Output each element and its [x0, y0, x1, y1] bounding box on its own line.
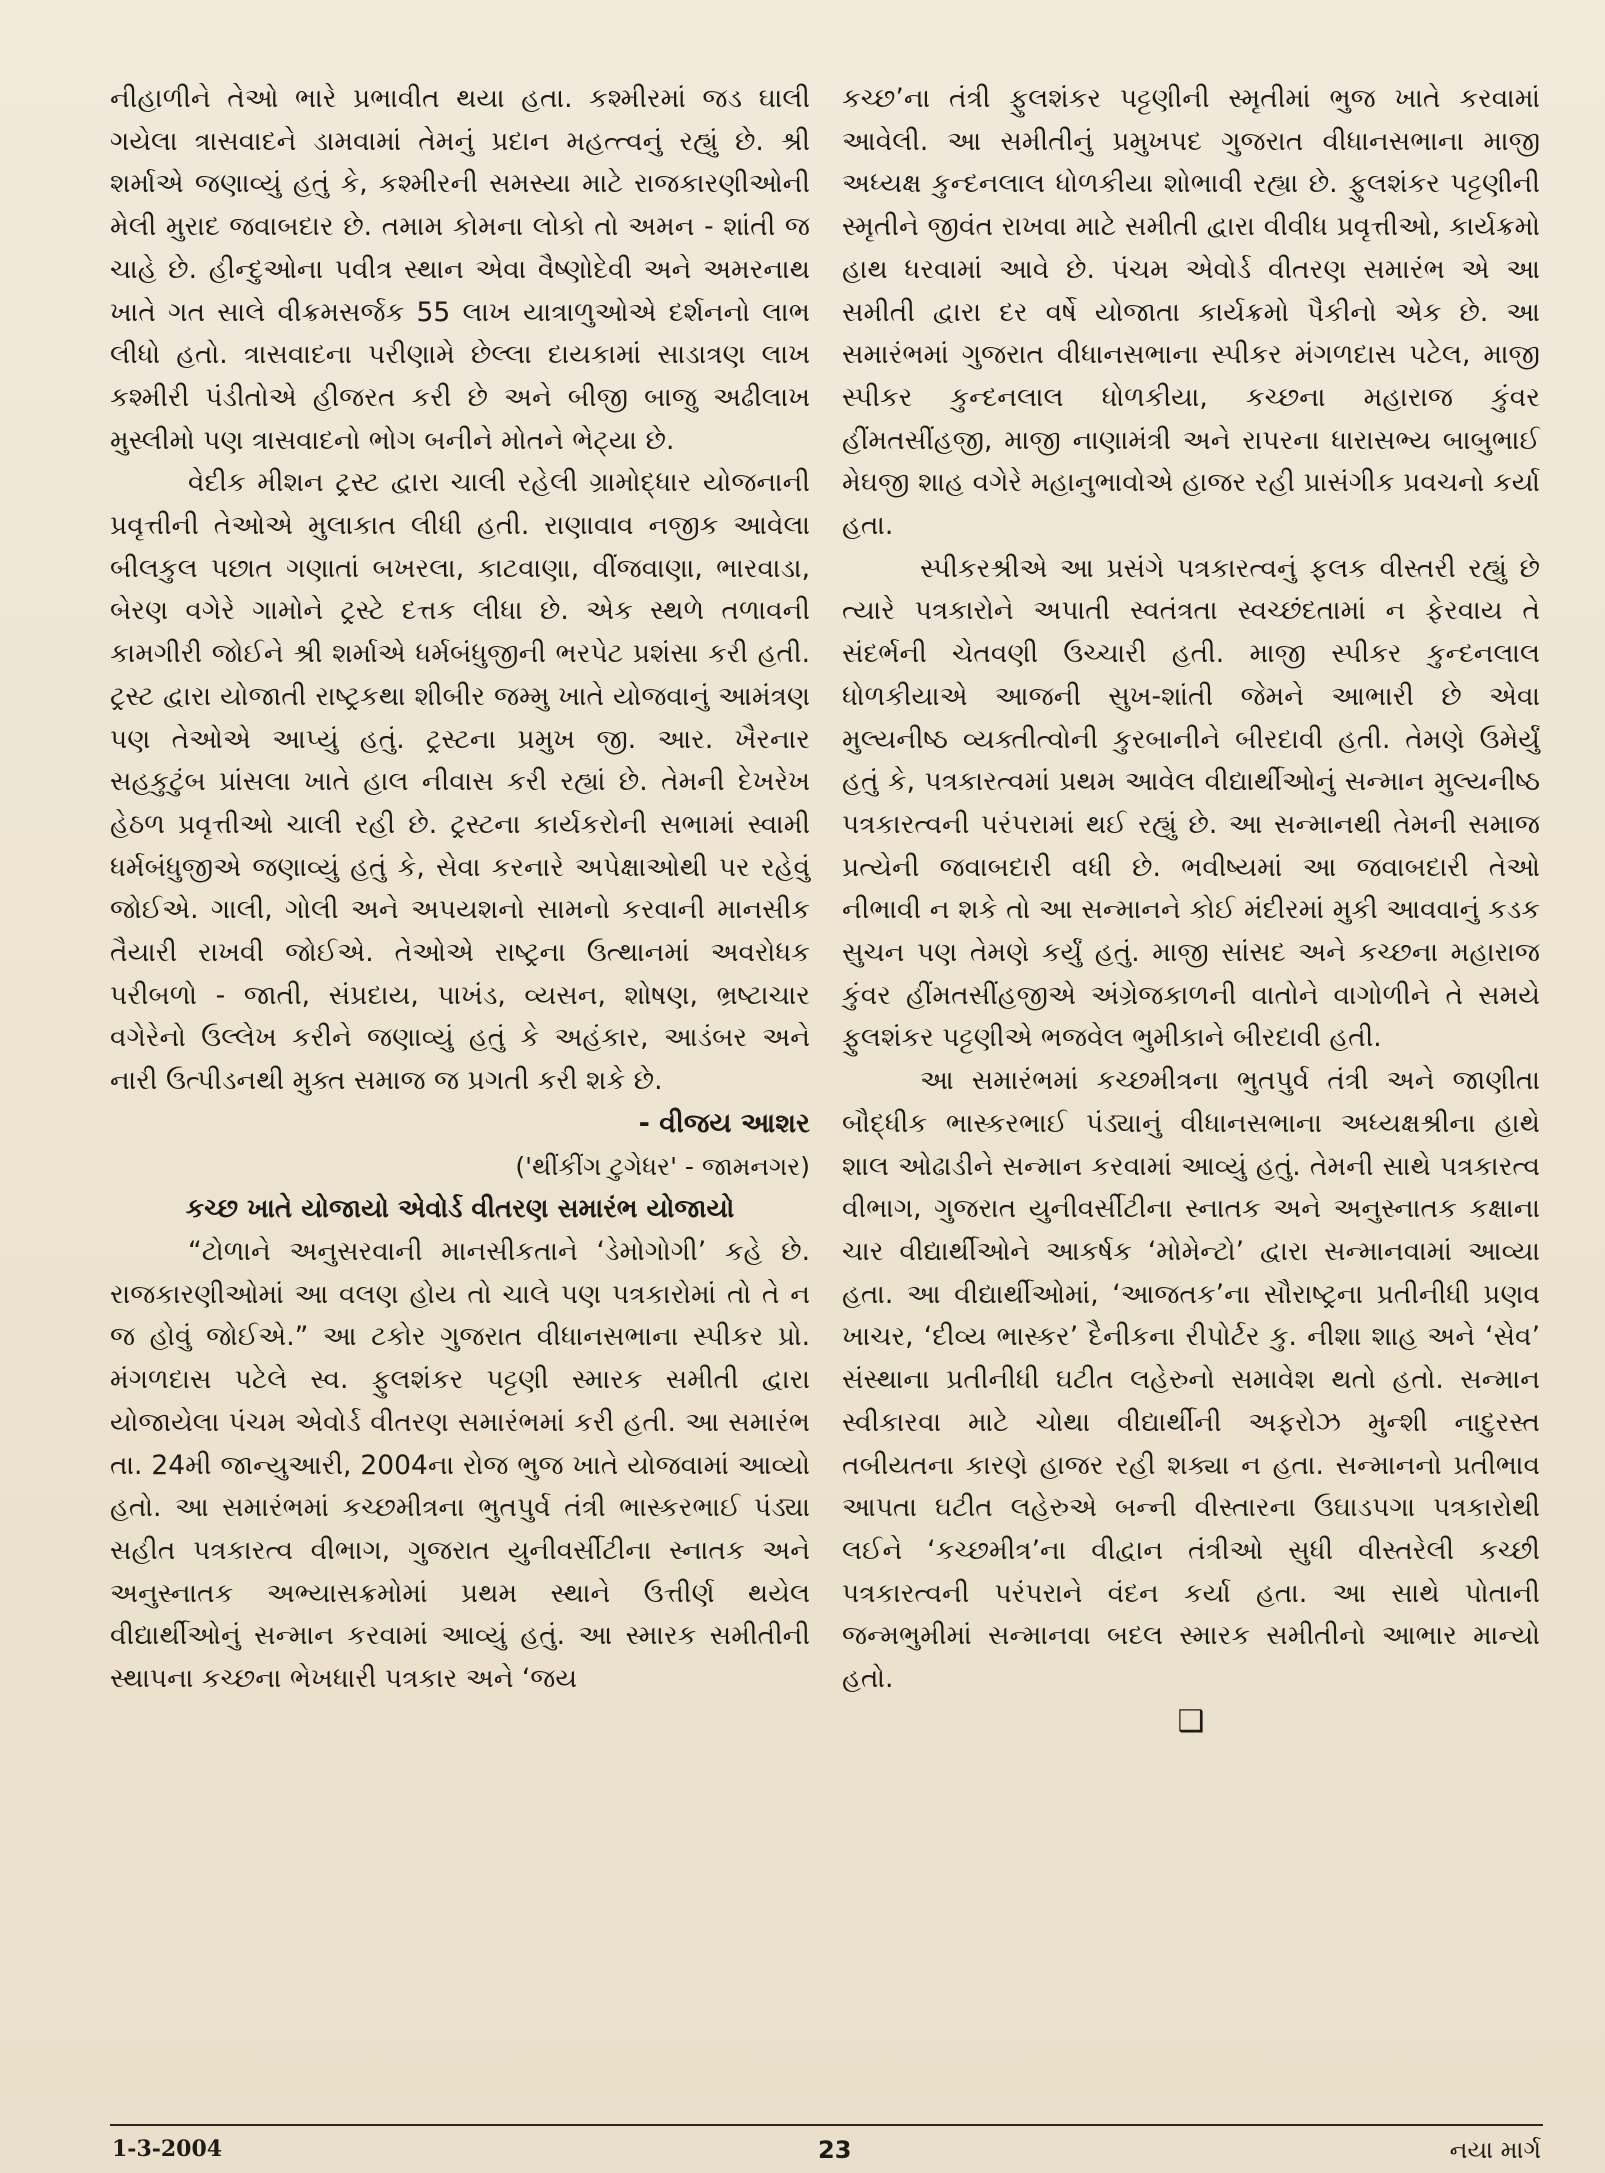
article-paragraph: નીહાળીને તેઓ ભારે પ્રભાવીત થયા હતા. કશ્મીરમાં જડ ઘાલી ગયેલા ત્રાસવાદને ડામવામાં તેમનું પ્રદાન મહત્ત્વનું રહ્યું છે. શ્રી શર્માએ જણાવ્યું હતું કે, કશ્મીરની સમસ્યા માટે રાજકારણીઓની મેલી મુરાદ જવાબદાર છે. તમામ કોમના લોકો તો અમન - શાંતી જ ચાહે છે. હીન્દુઓના પવીત્ર સ્થાન એવા વૈષ્ણોદેવી અને અમરનાથ ખાતે ગત સાલે વીક્રમસર્જક 55 લાખ યાત્રાળુઓએ દર્શનનો લાભ લીધો હતો. ત્રાસવાદના પરીણામે છેલ્લા દાયકામાં સાડાત્રણ લાખ કશ્મીરી પંડીતોએ હીજરત કરી છે અને બીજી બાજુ અઢીલાખ મુસ્લીમો પણ ત્રાસવાદનો ભોગ બનીને મોતને ભેટ્યા છે. [110, 83, 810, 456]
article-paragraph: વેદીક મીશન ટ્રસ્ટ દ્વારા ચાલી રહેલી ગ્રામોદ્ધાર યોજનાની પ્રવૃત્તીની તેઓએ મુલાકાત લીધી હતી. રાણાવાવ નજીક આવેલા બીલકુલ પછાત ગણાતાં બખરલા, કાટવાણા, વીંજવાણા, ભારવાડા, બેરણ વગેરે ગામોને ટ્રસ્ટે દત્તક લીધા છે. એક સ્થળે તળાવની કામગીરી જોઈને શ્રી શર્માએ ધર્મબંધુજીની ભરપેટ પ્રશંસા કરી હતી. ટ્રસ્ટ દ્વારા યોજાતી રાષ્ટ્રકથા શીબીર જમ્મુ ખાતે યોજવાનું આમંત્રણ પણ તેઓએ આપ્યું હતું. ટ્રસ્ટના પ્રમુખ જી. આર. ખૈરનાર સહકુટુંબ પ્રાંસલા ખાતે હાલ નીવાસ કરી રહ્યાં છે. તેમની દેખરેખ હેઠળ પ્રવૃત્તીઓ ચાલી રહી છે. ટ્રસ્ટના કાર્યકરોની સભામાં સ્વામી ધર્મબંધુજીએ જણાવ્યું હતું કે, સેવા કરનારે અપેક્ષાઓથી પર રહેવું જોઈએ. ગાલી, ગોલી અને અપયશનો સામનો કરવાની માનસીક તૈયારી રાખવી જોઈએ. તેઓએ રાષ્ટ્રના ઉત્થાનમાં અવરોધક પરીબળો - જાતી, સંપ્રદાય, પાખંડ, વ્યસન, શોષણ, ભ્રષ્ટાચાર વગેરેનો ઉલ્લેખ કરીને જણાવ્યું હતું કે અહંકાર, આડંબર અને નારી ઉત્પીડનથી મુક્ત સમાજ જ પ્રગતી કરી શકે છે. [110, 467, 810, 1097]
article-paragraph: સ્પીકરશ્રીએ આ પ્રસંગે પત્રકારત્વનું ફલક વીસ્તરી રહ્યું છે ત્યારે પત્રકારોને અપાતી સ્વતંત્રતા સ્વચ્છંદતામાં ન ફેરવાય તે સંદર્ભની ચેતવણી ઉચ્ચારી હતી. માજી સ્પીકર કુન્દનલાલ ધોળકીયાએ આજની સુખ-શાંતી જેમને આભારી છે એવા મુલ્યનીષ્ઠ વ્યક્તીત્વોની કુરબાનીને બીરદાવી હતી. તેમણે ઉમેર્યું હતું કે, પત્રકારત્વમાં પ્રથમ આવેલ વીદ્યાર્થીઓનું સન્માન મુલ્યનીષ્ઠ પત્રકારત્વની પરંપરામાં થઈ રહ્યું છે. આ સન્માનથી તેમની સમાજ પ્રત્યેની જવાબદારી વધી છે. ભવીષ્યમાં આ જવાબદારી તેઓ નીભાવી ન શકે તો આ સન્માનને કોઈ મંદીરમાં મુકી આવવાનું કડક સુચન પણ તેમણે કર્યું હતું. માજી સાંસદ અને કચ્છના મહારાજ કુંવર હીંમતસીંહજીએ અંગ્રેજકાળની વાતોને વાગોળીને તે સમયે ફુલશંકર પટ્ટણીએ ભજવેલ ભુમીકાને બીરદાવી હતી. [842, 552, 1540, 1054]
page-number: 23 [818, 2136, 852, 2164]
author-byline: - વીજય આશર [638, 1107, 810, 1139]
end-of-article-icon: ❑ [1177, 1703, 1205, 1739]
right-column [842, 78, 1540, 1743]
article-paragraph: “ટોળાને અનુસરવાની માનસીકતાને ‘ડેમોગોગી’ કહે છે. રાજકારણીઓમાં આ વલણ હોય તો ચાલે પણ પત્રકારોમાં તો તે ન જ હોવું જોઈએ.” આ ટકોર ગુજરાત વીધાનસભાના સ્પીકર પ્રો. મંગળદાસ પટેલે સ્વ. ફુલશંકર પટ્ટણી સ્મારક સમીતી દ્વારા યોજાયેલા પંચમ એવોર્ડ વીતરણ સમારંભમાં કરી હતી. આ સમારંભ તા. 24મી જાન્યુઆરી, 2004ના રોજ ભુજ ખાતે યોજવામાં આવ્યો હતો. આ સમારંભમાં કચ્છમીત્રના ભુતપુર્વ તંત્રી ભાસ્કરભાઈ પંડ્યા સહીત પત્રકારત્વ વીભાગ, ગુજરાત યુનીવર્સીટીના સ્નાતક અને અનુસ્નાતક અભ્યાસક્રમોમાં પ્રથમ સ્થાને ઉત્તીર્ણ થયેલ વીદ્યાર્થીઓનું સન્માન કરવામાં આવ્યું હતું. આ સ્મારક સમીતીની સ્થાપના કચ્છના ભેખધારી પત્રકાર અને ‘જય [110, 1235, 810, 1695]
left-column [110, 78, 810, 1701]
article-headline: કચ્છ ખાતે યોજાયો એવોર્ડ વીતરણ સમારંભ યોજાયો [185, 1194, 735, 1225]
magazine-name: નયા માર્ગ [1449, 2136, 1541, 2164]
issue-date: 1-3-2004 [112, 2136, 223, 2162]
footer-divider [110, 2124, 1543, 2126]
article-source: ('થીંકીંગ ટુગેધર' - જામનગર) [515, 1151, 810, 1181]
article-paragraph: કચ્છ’ના તંત્રી ફુલશંકર પટ્ટણીની સ્મૃતીમાં ભુજ ખાતે કરવામાં આવેલી. આ સમીતીનું પ્રમુખપદ ગુજરાત વીધાનસભાના માજી અધ્યક્ષ કુન્દનલાલ ધોળકીયા શોભાવી રહ્યા છે. ફુલશંકર પટ્ટણીની સ્મૃતીને જીવંત રાખવા માટે સમીતી દ્વારા વીવીધ પ્રવૃત્તીઓ, કાર્યક્રમો હાથ ધરવામાં આવે છે. પંચમ એવોર્ડ વીતરણ સમારંભ એ આ સમીતી દ્વારા દર વર્ષે યોજાતા કાર્યક્રમો પૈકીનો એક છે. આ સમારંભમાં ગુજરાત વીધાનસભાના સ્પીકર મંગળદાસ પટેલ, માજી સ્પીકર કુન્દનલાલ ધોળકીયા, કચ્છના મહારાજ કુંવર હીંમતસીંહજી, માજી નાણામંત્રી અને રાપરના ધારાસભ્ય બાબુભાઈ મેઘજી શાહ વગેરે મહાનુભાવોએ હાજર રહી પ્રાસંગીક પ્રવચનો કર્યા હતા. [842, 83, 1540, 542]
article-paragraph: આ સમારંભમાં કચ્છમીત્રના ભુતપુર્વ તંત્રી અને જાણીતા બૌદ્ધીક ભાસ્કરભાઈ પંડ્યાનું વીધાનસભાના અધ્યક્ષશ્રીના હાથે શાલ ઓઢાડીને સન્માન કરવામાં આવ્યું હતું. તેમની સાથે પત્રકારત્વ વીભાગ, ગુજરાત યુનીવર્સીટીના સ્નાતક અને અનુસ્નાતક કક્ષાના ચાર વીદ્યાર્થીઓને આકર્ષક ‘મોમેન્ટો’ દ્વારા સન્માનવામાં આવ્યા હતા. આ વીદ્યાર્થીઓમાં, ‘આજતક’ના સૌરાષ્ટ્રના પ્રતીનીધી પ્રણવ ખાચર, ‘દીવ્ય ભાસ્કર’ દૈનીકના રીપોર્ટર કુ. નીશા શાહ અને ‘સેવ’ સંસ્થાના પ્રતીનીધી ઘટીત લહેરુનો સમાવેશ થતો હતો. સન્માન સ્વીકારવા માટે ચોથા વીદ્યાર્થીની અફરોઝ મુન્શી નાદુરસ્ત તબીયતના કારણે હાજર રહી શક્યા ન હતા. સન્માનનો પ્રતીભાવ આપતા ઘટીત લહેરુએ બન્ની વીસ્તારના ઉઘાડપગા પત્રકારોથી લઈને ‘કચ્છમીત્ર’ના વીદ્વાન તંત્રીઓ સુધી વીસ્તરેલી કચ્છી પત્રકારત્વની પરંપરાને વંદન કર્યા હતા. આ સાથે પોતાની જન્મભુમીમાં સન્માનવા બદલ સ્મારક સમીતીનો આભાર માન્યો હતો. [842, 1065, 1540, 1695]
